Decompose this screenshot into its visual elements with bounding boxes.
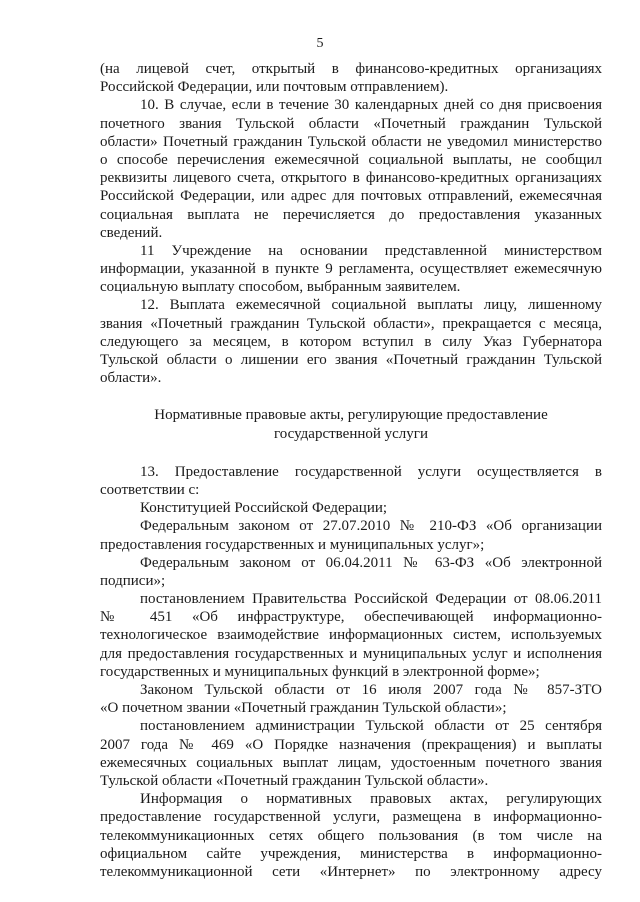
paragraph: [100, 499, 602, 517]
text-line: Федеральным законом от 06.04.2011 № 63-ФЗ «Об электронной: [140, 554, 602, 571]
text-line: Тульской области о лишении его звания «Почетный гражданин Тульской: [100, 352, 602, 368]
text-line: для предоставления государственных и муниципальных услуг и исполнения: [100, 645, 602, 662]
paragraph: [100, 717, 602, 790]
text-line: Информация о нормативных правовых актах, регулирующих: [140, 791, 602, 808]
paragraph: [100, 681, 602, 717]
text-line: области» Почетный гражданин Тульской области не уведомил министерство: [100, 133, 602, 150]
paragraph: [100, 590, 602, 681]
text-line: Конституцией Российской Федерации;: [140, 500, 388, 517]
text-line: ежемесячных социальных выплат лицам, удостоенным почетного звания: [100, 754, 602, 771]
heading-line: Нормативные правовые акты, регулирующие предоставление: [154, 407, 548, 424]
text-line: постановлением Правительства Российской Федерации от 08.06.2011: [140, 591, 602, 608]
paragraph: [100, 96, 602, 242]
text-line: о способе перечисления ежемесячной социальной выплаты, не сообщил: [100, 151, 602, 168]
document-body: [100, 60, 602, 881]
paragraph: [100, 296, 602, 387]
text-line: почетного звания Тульской области «Почетный гражданин Тульской: [100, 115, 602, 132]
paragraph: [100, 463, 602, 499]
text-line: звания «Почетный гражданин Тульской области», прекращается с месяца,: [100, 315, 602, 332]
text-line: информации, указанной в пункте 9 регламента, осуществляет ежемесячную: [100, 261, 602, 278]
text-line: телекоммуникационных сетях общего пользования (в том числе на: [100, 827, 602, 844]
section-heading: [100, 406, 602, 442]
text-line: «О почетном звании «Почетный гражданин Тульской области»;: [100, 700, 507, 717]
text-line: Тульской области «Почетный гражданин Тульской области».: [100, 772, 489, 789]
paragraph: [100, 790, 602, 881]
text-line: области».: [100, 370, 162, 387]
text-line: предоставления государственных и муниципальных услуг»;: [100, 536, 485, 553]
text-line: 13. Предоставление государственной услуги осуществляется в: [140, 463, 602, 480]
text-line: официальном сайте учреждения, министерства в информационно-: [100, 845, 602, 862]
text-line: телекоммуникационной сети «Интернет» по электронному адресу: [100, 863, 602, 880]
text-line: Российской Федерации, или почтовым отправлением).: [100, 79, 449, 96]
text-line: 12. Выплата ежемесячной социальной выплаты лицу, лишенному: [140, 297, 602, 314]
text-line: Законом Тульской области от 16 июля 2007 года № 857-ЗТО: [140, 682, 602, 698]
text-line: 10. В случае, если в течение 30 календарных дней со дня присвоения: [140, 97, 602, 114]
text-line: Российской Федерации, или адрес для почтовых отправлений, ежемесячная: [100, 188, 602, 205]
paragraph: [100, 60, 602, 96]
text-line: (на лицевой счет, открытый в финансово-кредитных организациях: [100, 61, 602, 77]
text-line: 2007 года № 469 «О Порядке назначения (прекращения) и выплаты: [100, 736, 602, 753]
text-line: подписи»;: [100, 572, 166, 589]
page-number: 5: [316, 36, 324, 51]
text-line: соответствии с:: [100, 481, 200, 498]
text-line: постановлением администрации Тульской области от 25 сентября: [140, 718, 602, 735]
text-line: социальная выплата не перечисляется до предоставления указанных: [100, 206, 602, 223]
text-line: технологическое взаимодействие информационных систем, используемых: [100, 627, 602, 644]
paragraph: [100, 242, 602, 297]
text-line: Федеральным законом от 27.07.2010 № 210-ФЗ «Об организации: [140, 518, 602, 535]
text-line: государственных и муниципальных функций в электронной форме»;: [100, 663, 540, 680]
text-line: следующего за месяцем, в котором вступил в силу Указ Губернатора: [100, 333, 602, 350]
text-line: социальную выплату способом, выбранным заявителем.: [100, 279, 461, 296]
text-line: 11 Учреждение на основании представленной министерством: [140, 242, 602, 259]
text-line: реквизиты лицевого счета, открытого в финансово-кредитных организациях: [100, 170, 602, 187]
paragraph: [100, 517, 602, 553]
heading-line: государственной услуги: [274, 425, 428, 442]
text-line: предоставление государственной услуги, размещена в информационно-: [100, 809, 602, 826]
paragraph: [100, 554, 602, 590]
text-line: сведений.: [100, 224, 163, 241]
text-line: № 451 «Об инфраструктуре, обеспечивающей информационно-: [100, 609, 602, 626]
